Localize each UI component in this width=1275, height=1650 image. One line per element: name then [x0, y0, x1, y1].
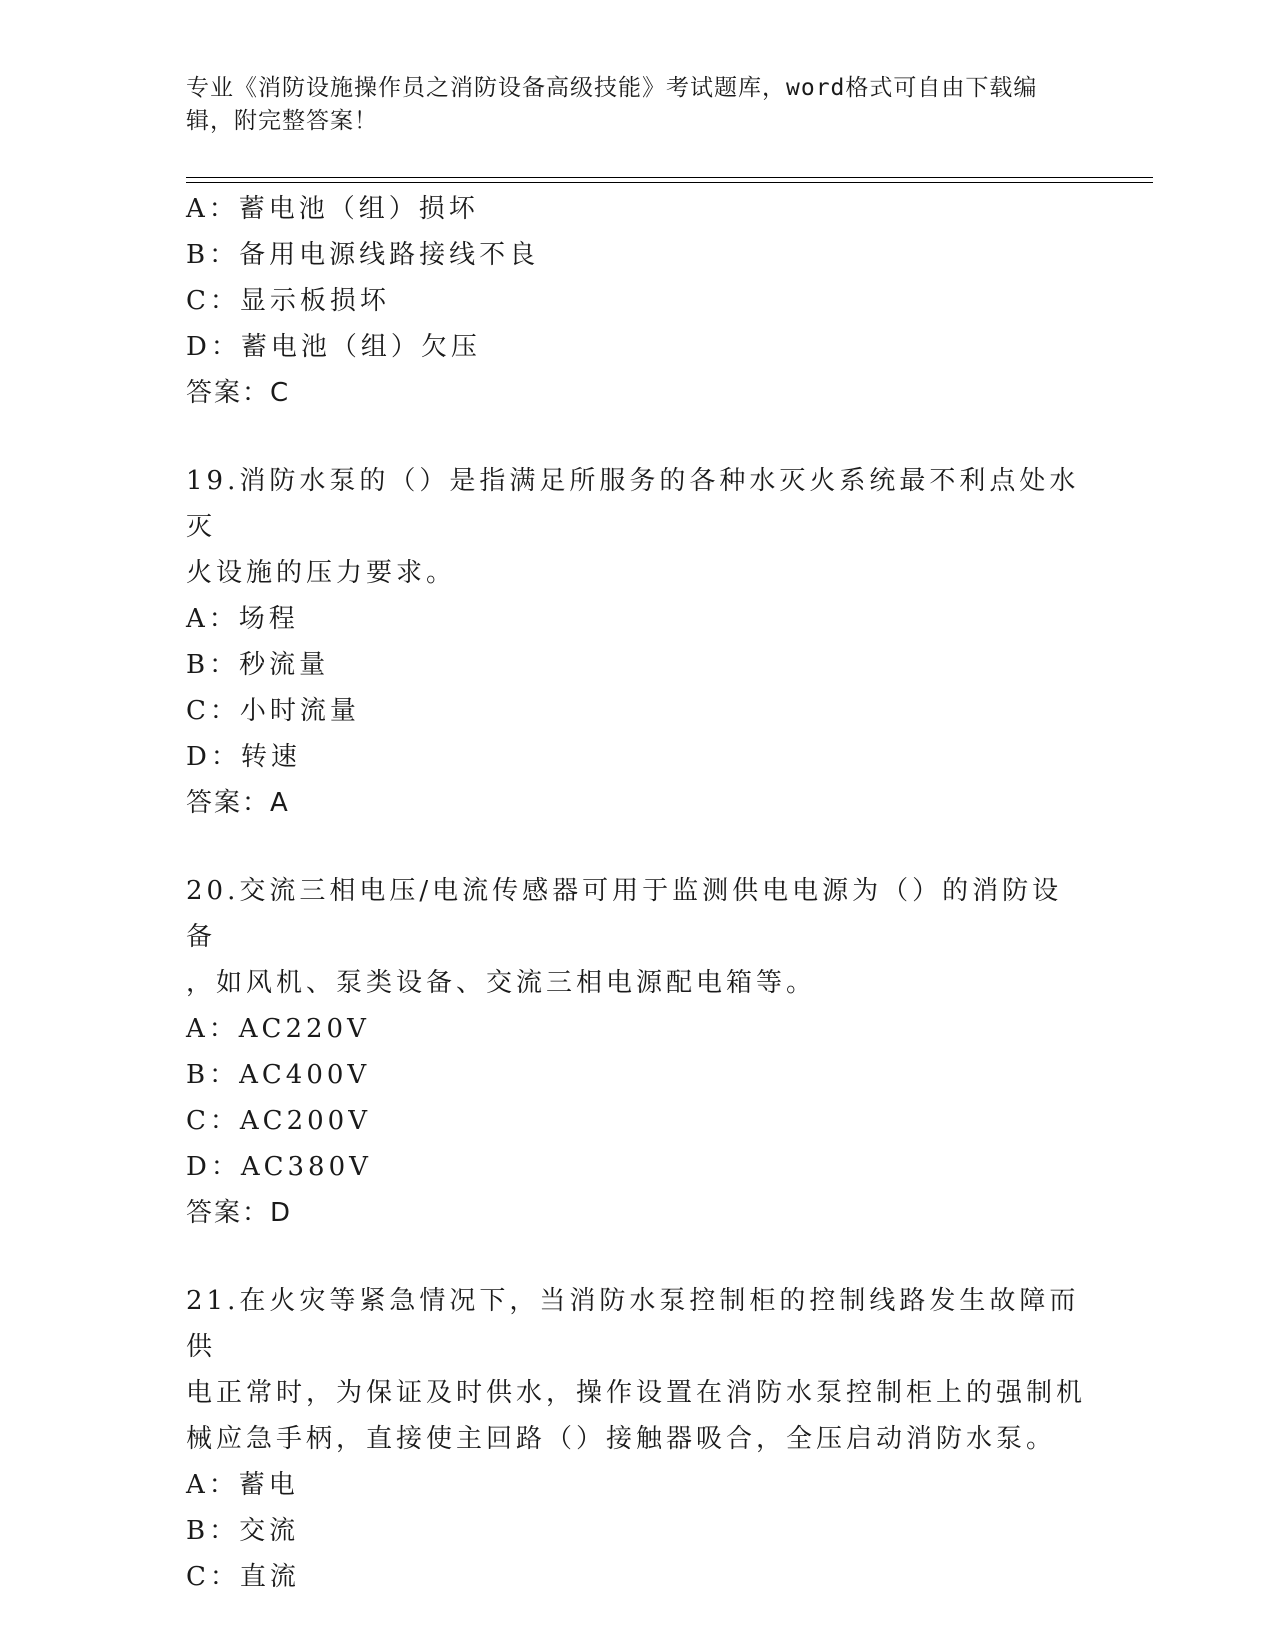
question-text	[186, 1278, 1086, 1462]
option-c: C：AC200V	[186, 1106, 371, 1136]
option-b: B：备用电源线路接线不良	[186, 240, 540, 270]
option-b: B：交流	[186, 1516, 300, 1546]
question-text-line: 20.交流三相电压/电流传感器可用于监测供电电源为（）的消防设备	[186, 876, 1063, 952]
question-text-line: 19.消防水泵的（）是指满足所服务的各种水灭火系统最不利点处水灭	[186, 466, 1080, 542]
header-line-1: 专业《消防设施操作员之消防设备高级技能》考试题库，word格式可自由下载编	[186, 75, 1038, 101]
question-text	[186, 868, 1086, 1006]
prev-question	[186, 186, 1086, 416]
question-20	[186, 868, 1086, 1236]
option-b: B：AC400V	[186, 1060, 371, 1090]
header-rule-top	[186, 177, 1153, 178]
question-text-line: 21.在火灾等紧急情况下，当消防水泵控制柜的控制线路发生故障而供	[186, 1286, 1080, 1362]
option-d: D：蓄电池（组）欠压	[186, 332, 481, 362]
question-list	[186, 186, 1086, 1600]
document-header	[186, 72, 1066, 138]
question-text	[186, 458, 1086, 596]
question-text-line: 电正常时，为保证及时供水，操作设置在消防水泵控制柜上的强制机	[186, 1378, 1087, 1408]
option-d: D：转速	[186, 742, 301, 772]
option-a: A：蓄电池（组）损坏	[186, 194, 479, 224]
option-c: C：显示板损坏	[186, 286, 390, 316]
option-c: C：直流	[186, 1562, 300, 1592]
answer: 答案：A	[186, 788, 290, 818]
option-a: A：AC220V	[186, 1014, 370, 1044]
option-d: D：AC380V	[186, 1152, 372, 1182]
question-19	[186, 458, 1086, 826]
question-text-line: ，如风机、泵类设备、交流三相电源配电箱等。	[186, 968, 817, 998]
question-text-line: 械应急手柄，直接使主回路（）接触器吸合，全压启动消防水泵。	[186, 1424, 1057, 1454]
option-a: A：场程	[186, 604, 299, 634]
answer: 答案：D	[186, 1198, 293, 1228]
header-rule-bottom	[186, 182, 1153, 183]
question-21	[186, 1278, 1086, 1600]
answer: 答案：C	[186, 378, 291, 408]
option-c: C：小时流量	[186, 696, 360, 726]
option-a: A：蓄电	[186, 1470, 299, 1500]
header-line-2: 辑，附完整答案！	[186, 108, 378, 134]
option-b: B：秒流量	[186, 650, 330, 680]
question-text-line: 火设施的压力要求。	[186, 558, 457, 588]
